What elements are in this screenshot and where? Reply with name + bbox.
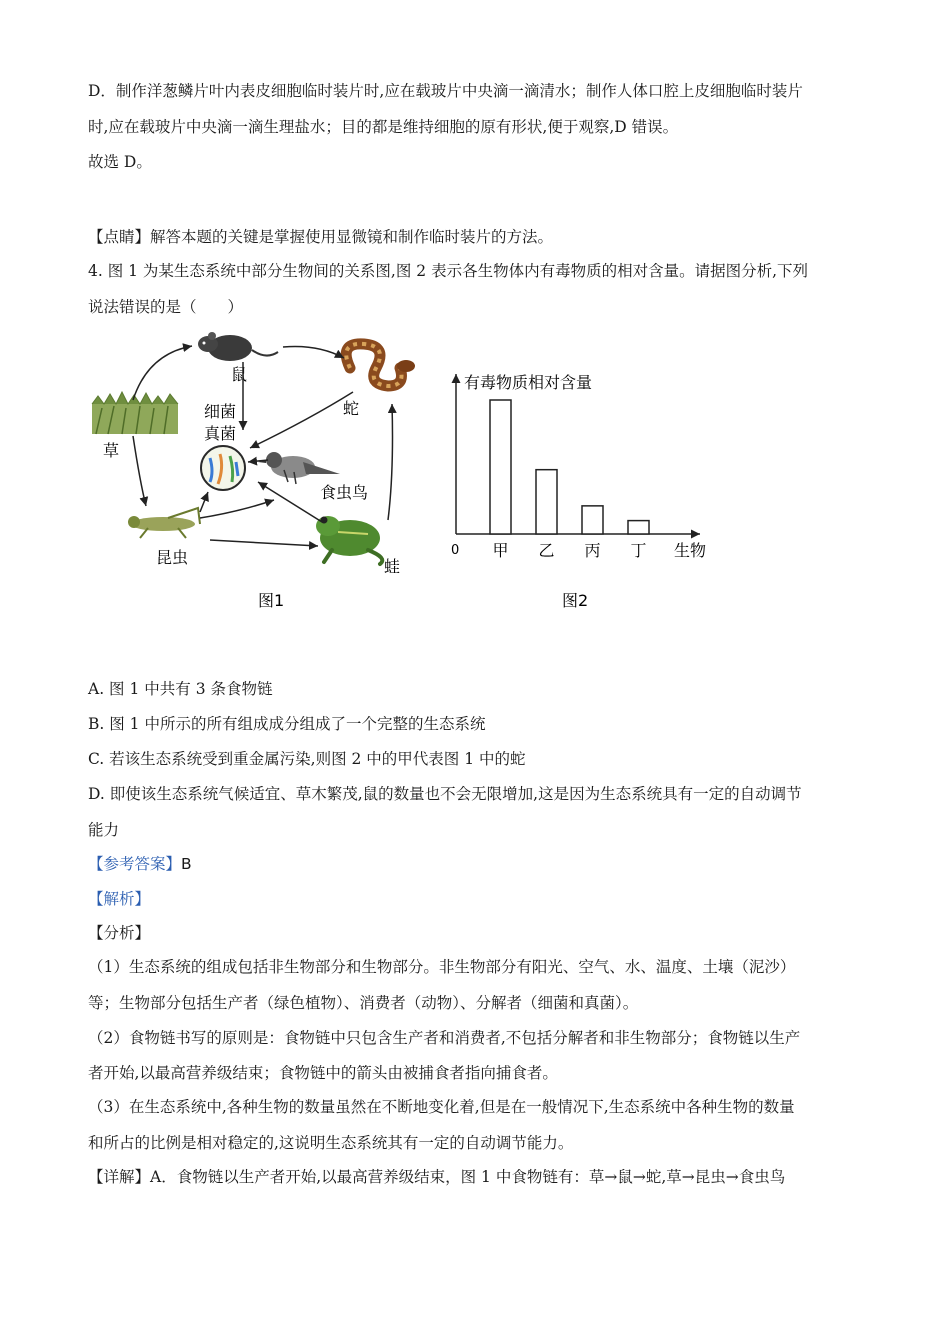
option-d-explanation-line1: D．制作洋葱鳞片叶内表皮细胞临时装片时,应在载玻片中央滴一滴清水；制作人体口腔上皮细胞临时装片	[88, 82, 803, 100]
category-label-3: 丙	[584, 541, 601, 560]
analysis-point-3-line2: 和所占的比例是相对稳定的,这说明生态系统其有一定的自动调节能力。	[88, 1134, 574, 1152]
detail-line: 【详解】A．食物链以生产者开始,以最高营养级结束，图 1 中食物链有：草→鼠→蛇,草→昆虫→食虫鸟	[88, 1168, 786, 1186]
analysis-point-2-line1: （2）食物链书写的原则是：食物链中只包含生产者和消费者,不包括分解者和非生物部分；食物链以生产	[88, 1029, 801, 1047]
option-a: A. 图 1 中共有 3 条食物链	[88, 680, 273, 698]
analysis-point-3-line1: （3）在生态系统中,各种生物的数量虽然在不断地变化着,但是在一般情况下,生态系统中各种生物的数量	[88, 1098, 795, 1116]
snake-image	[346, 344, 415, 386]
bar-4	[628, 521, 649, 534]
question-figures	[88, 322, 738, 622]
mouse-label: 鼠	[231, 365, 248, 384]
reference-answer	[88, 854, 192, 874]
bird-image	[258, 452, 340, 484]
analysis-point-1-line2: 等；生物部分包括生产者（绿色植物）、消费者（动物）、分解者（细菌和真菌）。	[88, 994, 639, 1012]
bar-1	[490, 400, 511, 534]
option-b: B. 图 1 中所示的所有组成成分组成了一个完整的生态系统	[88, 715, 486, 733]
reference-answer-label: 【参考答案】	[88, 855, 182, 873]
analysis-heading: 【解析】	[88, 890, 151, 908]
chart-origin-label: 0	[451, 543, 460, 558]
category-label-1: 甲	[492, 541, 509, 560]
bacteria-label: 细菌	[204, 402, 237, 421]
fenxi-heading: 【分析】	[88, 924, 151, 942]
category-label-4: 丁	[630, 541, 647, 560]
figure-1-caption: 图1	[258, 591, 285, 610]
grass-image	[92, 392, 178, 434]
chart-title: 有毒物质相对含量	[464, 373, 593, 392]
chart-x-label: 生物	[674, 541, 707, 560]
fungi-label: 真菌	[204, 424, 237, 443]
category-label-2: 乙	[538, 541, 555, 560]
option-d-explanation-line2: 时,应在载玻片中央滴一滴生理盐水；目的都是维持细胞的原有形状,便于观察,D 错误。	[88, 118, 679, 136]
figure-2-caption: 图2	[562, 591, 589, 610]
option-c: C. 若该生态系统受到重金属污染,则图 2 中的甲代表图 1 中的蛇	[88, 750, 526, 768]
question-4-line1: 4. 图 1 为某生态系统中部分生物间的关系图,图 2 表示各生物体内有毒物质的相对含量。请据图分析,下列	[88, 262, 809, 280]
snake-label: 蛇	[343, 399, 360, 418]
question-4-line2: 说法错误的是（ ）	[88, 298, 244, 316]
mouse-image	[198, 332, 278, 361]
frog-label: 蛙	[384, 557, 401, 576]
decomposer-image	[201, 446, 245, 490]
insect-label: 昆虫	[156, 548, 189, 567]
insect-image	[128, 508, 200, 538]
analysis-point-1-line1: （1）生态系统的组成包括非生物部分和生物部分。非生物部分有阳光、空气、水、温度、土壤（泥沙）	[88, 958, 796, 976]
reference-answer-value: B	[181, 855, 192, 873]
grass-label: 草	[103, 441, 120, 460]
bird-label: 食虫鸟	[320, 483, 369, 502]
prev-tip: 【点睛】解答本题的关键是掌握使用显微镜和制作临时装片的方法。	[88, 228, 554, 246]
prev-choose-answer: 故选 D。	[88, 153, 152, 171]
analysis-point-2-line2: 者开始,以最高营养级结束；食物链中的箭头由被捕食者指向捕食者。	[88, 1064, 558, 1082]
frog-image	[316, 516, 382, 564]
bar-3	[582, 506, 603, 534]
figure-1-food-web	[92, 332, 415, 610]
option-d-line2: 能力	[88, 821, 120, 839]
bar-2	[536, 470, 557, 534]
option-d-line1: D. 即使该生态系统气候适宜、草木繁茂,鼠的数量也不会无限增加,这是因为生态系统具有一定的自动调节	[88, 785, 802, 803]
figure-2-bar-chart	[451, 373, 706, 610]
